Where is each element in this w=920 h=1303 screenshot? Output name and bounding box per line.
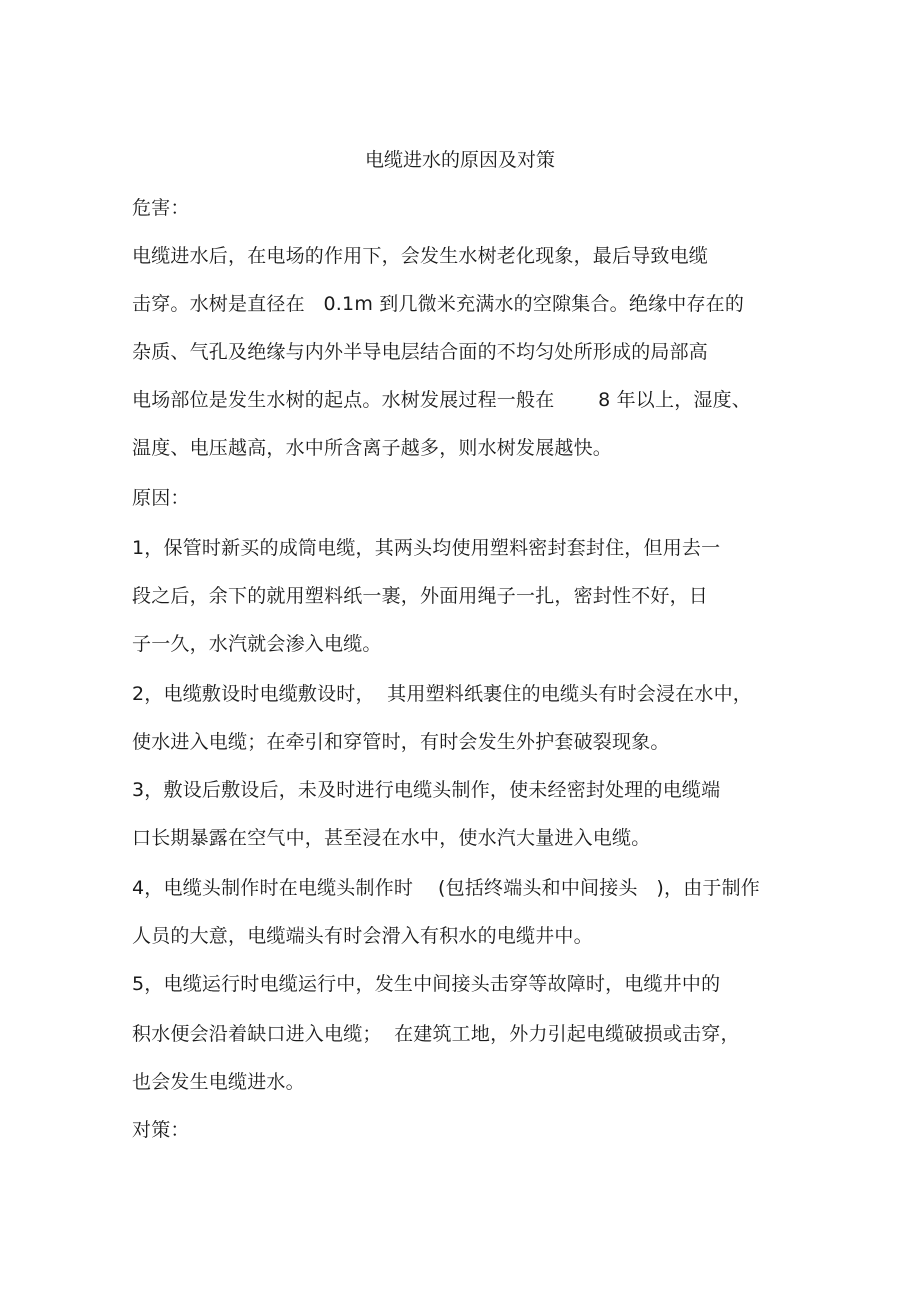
paragraph-line: 5，电缆运行时电缆运行中，发生中间接头击穿等故障时，电缆井中的 bbox=[132, 973, 721, 995]
paragraph-line: 也会发生电缆进水。 bbox=[132, 1071, 305, 1093]
paragraph-line: 子一久，水汽就会渗入电缆。 bbox=[132, 633, 382, 655]
section-heading-hazard: 危害： bbox=[132, 197, 190, 219]
paragraph-line: 1，保管时新买的成筒电缆，其两头均使用塑料密封套封住，但用去一 bbox=[132, 537, 721, 559]
paragraph-line: 3，敷设后敷设后，未及时进行电缆头制作，使未经密封处理的电缆端 bbox=[132, 779, 721, 801]
paragraph-line: 段之后，余下的就用塑料纸一裹，外面用绳子一扎，密封性不好，日 bbox=[132, 585, 709, 607]
paragraph-line: 人员的大意，电缆端头有时会滑入有积水的电缆井中。 bbox=[132, 925, 593, 947]
paragraph-line: 2，电缆敷设时电缆敷设时， 其用塑料纸裹住的电缆头有时会浸在水中， bbox=[132, 683, 752, 705]
paragraph-line: 温度、电压越高，水中所含离子越多，则水树发展越快。 bbox=[132, 437, 613, 459]
paragraph-line: 积水便会沿着缺口进入电缆； 在建筑工地，外力引起电缆破损或击穿， bbox=[132, 1023, 740, 1045]
paragraph-line: 口长期暴露在空气中，甚至浸在水中，使水汽大量进入电缆。 bbox=[132, 827, 651, 849]
document-title: 电缆进水的原因及对策 bbox=[364, 149, 555, 171]
paragraph-line: 电缆进水后，在电场的作用下，会发生水树老化现象，最后导致电缆 bbox=[132, 245, 709, 267]
section-heading-countermeasures: 对策： bbox=[132, 1119, 190, 1141]
paragraph-line: 杂质、气孔及绝缘与内外半导电层结合面的不均匀处所形成的局部高 bbox=[132, 341, 709, 363]
section-heading-cause: 原因： bbox=[132, 487, 190, 509]
paragraph-line: 电场部位是发生水树的起点。水树发展过程一般在 8 年以上，湿度、 bbox=[132, 389, 752, 411]
paragraph-line: 4，电缆头制作时在电缆头制作时 (包括终端头和中间接头 )，由于制作 bbox=[132, 877, 760, 899]
paragraph-line: 使水进入电缆；在牵引和穿管时，有时会发生外护套破裂现象。 bbox=[132, 731, 670, 753]
paragraph-line: 击穿。水树是直径在 0.1m 到几微米充满水的空隙集合。绝缘中存在的 bbox=[132, 293, 745, 315]
